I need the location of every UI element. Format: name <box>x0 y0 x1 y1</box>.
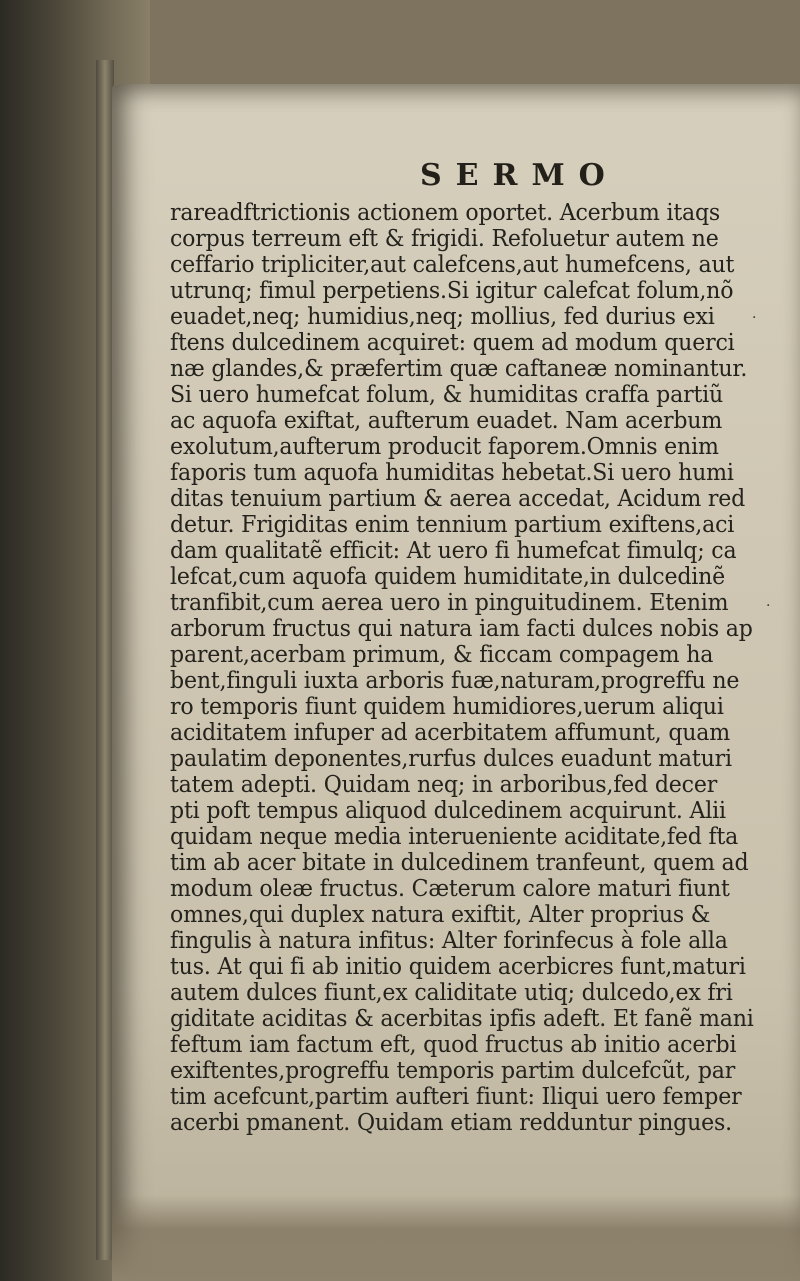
text-line: ditas tenuium partium & aerea accedat, Acidum red <box>170 486 746 512</box>
text-line: paulatim deponentes,rurfus dulces euadunt maturi <box>170 746 732 772</box>
text-line: corpus terreum eft & frigidi. Refoluetur autem ne <box>170 226 719 252</box>
text-line: faporis tum aquofa humiditas hebetat.Si uero humi <box>170 460 734 486</box>
text-line: tus. At qui fi ab initio quidem acerbicres funt,maturi <box>170 954 746 980</box>
text-line: detur. Frigiditas enim tennium partium exiftens,aci <box>170 512 735 538</box>
running-head: SERMO <box>420 158 619 193</box>
text-line: tatem adepti. Quidam neq; in arboribus,fed decer <box>170 772 718 798</box>
text-line: ftens dulcedinem acquiret: quem ad modum querci <box>170 330 735 356</box>
text-line: omnes,qui duplex natura exiftit, Alter proprius & <box>170 902 711 928</box>
body-text <box>170 200 770 1136</box>
text-line: exolutum,aufterum producit faporem.Omnis enim <box>170 434 719 460</box>
text-line: quidam neque media interueniente aciditate,fed fta <box>170 824 739 850</box>
text-line: parent,acerbam primum, & ficcam compagem ha <box>170 642 714 668</box>
text-line: næ glandes,& præfertim quæ caftaneæ nominantur. <box>170 356 748 382</box>
margin-mark: · <box>766 598 771 614</box>
text-line: tim acefcunt,partim aufteri fiunt: Iliqui uero femper <box>170 1084 742 1110</box>
text-line: ac aquofa exiftat, aufterum euadet. Nam acerbum <box>170 408 723 434</box>
text-line: rareadftrictionis actionem oportet. Acerbum itaqs <box>170 200 721 226</box>
text-line: lefcat,cum aquofa quidem humiditate,in dulcedinẽ <box>170 564 726 590</box>
text-line: euadet,neq; humidius,neq; mollius, fed durius exi <box>170 304 715 330</box>
text-line: aciditatem infuper ad acerbitatem affumunt, quam <box>170 720 731 746</box>
margin-mark: · <box>752 310 757 326</box>
text-line: pti poft tempus aliquod dulcedinem acquirunt. Alii <box>170 798 726 824</box>
text-line: dam qualitatẽ efficit: At uero fi humefcat fimulq; ca <box>170 538 737 564</box>
text-line: tranfibit,cum aerea uero in pinguitudinem. Etenim <box>170 590 729 616</box>
text-line: modum oleæ fructus. Cæterum calore maturi fiunt <box>170 876 730 902</box>
text-line: autem dulces fiunt,ex caliditate utiq; dulcedo,ex fri <box>170 980 733 1006</box>
text-line: giditate aciditas & acerbitas ipfis adeft. Et fanẽ mani <box>170 1006 754 1032</box>
text-line: arborum fructus qui natura iam facti dulces nobis ap <box>170 616 753 642</box>
text-line: utrunq; fimul perpetiens.Si igitur calefcat folum,nõ <box>170 278 734 304</box>
text-line: fingulis à natura infitus: Alter forinfecus à fole alla <box>170 928 728 954</box>
text-line: feftum iam factum eft, quod fructus ab initio acerbi <box>170 1032 737 1058</box>
text-line: ceffario tripliciter,aut calefcens,aut humefcens, aut <box>170 252 735 278</box>
text-line: acerbi pmanent. Quidam etiam redduntur pingues. <box>170 1110 732 1136</box>
page-bottom-shadow <box>112 1195 800 1281</box>
text-line: exiftentes,progreffu temporis partim dulcefcũt, par <box>170 1058 736 1084</box>
text-line: ro temporis fiunt quidem humidiores,uerum aliqui <box>170 694 724 720</box>
text-line: Si uero humefcat folum, & humiditas craffa partiũ <box>170 382 724 408</box>
text-line: tim ab acer bitate in dulcedinem tranfeunt, quem ad <box>170 850 749 876</box>
text-line: bent,finguli iuxta arboris fuæ,naturam,progreffu ne <box>170 668 740 694</box>
